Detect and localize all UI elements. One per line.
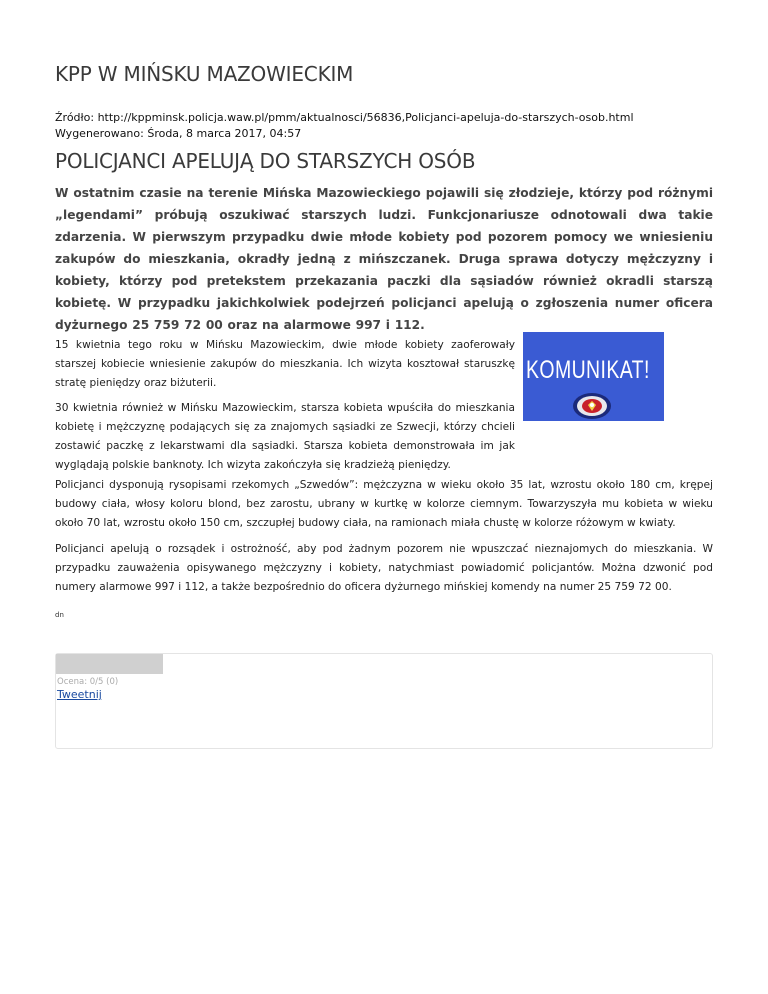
source-url: Źródło: http://kppminsk.policja.waw.pl/pmm/aktualnosci/56836,Policjanci-apeluja-do-starszych-osob.html xyxy=(55,111,634,124)
rating-label: Ocena: 0/5 (0) xyxy=(57,677,119,687)
paragraph-3: Policjanci dysponują rysopisami rzekomych „Szwedów”: mężczyzna w wieku około 35 lat, wzrostu około 180 cm, krępej budowy ciała, włosy koloru blond, bez zarostu, ubrany w kurtkę w kolorze ciemnym. Towarzyszyła mu kobieta w wieku około 70 lat, wzrostu około 150 cm, szczupłej budowy ciała, na ramionach miała chustę w kolorze różowym w kwiaty. xyxy=(55,479,713,529)
komunikat-image xyxy=(523,332,664,421)
article-lead: W ostatnim czasie na terenie Mińska Mazowieckiego pojawili się złodzieje, którzy pod różnymi „legendami” próbują oszukiwać starszych ludzi. Funkcjonariusze odnotowali dwa takie zdarzenia. W pierwszym przypadku dwie młode kobiety pod pozorem pomocy we wniesieniu zakupów do mieszkania, okradły jedną z mińszczanek. Druga sprawa dotyczy mężczyzny i kobiety, którzy pod pretekstem przekazania paczki dla sąsiadów również okradli starszą kobietę. W przypadku jakichkolwiek podejrzeń policjanci apelują o zgłoszenia numer oficera dyżurnego 25 759 72 00 oraz na alarmowe 997 i 112. xyxy=(55,186,713,332)
meta-info xyxy=(55,110,634,142)
tweet-link[interactable]: Tweetnij xyxy=(57,688,102,701)
generated-date: Wygenerowano: Środa, 8 marca 2017, 04:57 xyxy=(55,127,302,140)
paragraph-1: 15 kwietnia tego roku w Mińsku Mazowieckim, dwie młode kobiety zaoferowały starszej kobiecie wniesienie zakupów do mieszkania. Ich wizyta kosztował staruszkę stratę pieniędzy oraz biżuterii. xyxy=(55,339,515,389)
komunikat-text: KOMUNIKAT! xyxy=(526,356,650,384)
police-badge-icon xyxy=(571,392,613,420)
author-initials: dn xyxy=(55,611,64,619)
paragraph-2: 30 kwietnia również w Mińsku Mazowieckim, starsza kobieta wpuściła do mieszkania kobietę i mężczyznę podających się za znajomych sąsiadki ze Szwecji, którzy chcieli zostawić paczkę z lekarstwami dla sąsiadki. Starsza kobieta demonstrowała im jak wyglądają polskie banknoty. Ich wizyta zakończyła się kradzieżą pieniędzy. xyxy=(55,402,515,471)
rating-stars[interactable] xyxy=(56,654,163,674)
rating-box xyxy=(55,653,713,749)
site-title: KPP W MIŃSKU MAZOWIECKIM xyxy=(55,62,354,86)
paragraph-4: Policjanci apelują o rozsądek i ostrożność, aby pod żadnym pozorem nie wpuszczać nieznajomych do mieszkania. W przypadku zauważenia opisywanego mężczyzny i kobiety, natychmiast powiadomić policjantów. Można dzwonić pod numery alarmowe 997 i 112, a także bezpośrednio do oficera dyżurnego mińskiej komendy na numer 25 759 72 00. xyxy=(55,543,713,593)
article-title: POLICJANCI APELUJĄ DO STARSZYCH OSÓB xyxy=(55,149,476,173)
